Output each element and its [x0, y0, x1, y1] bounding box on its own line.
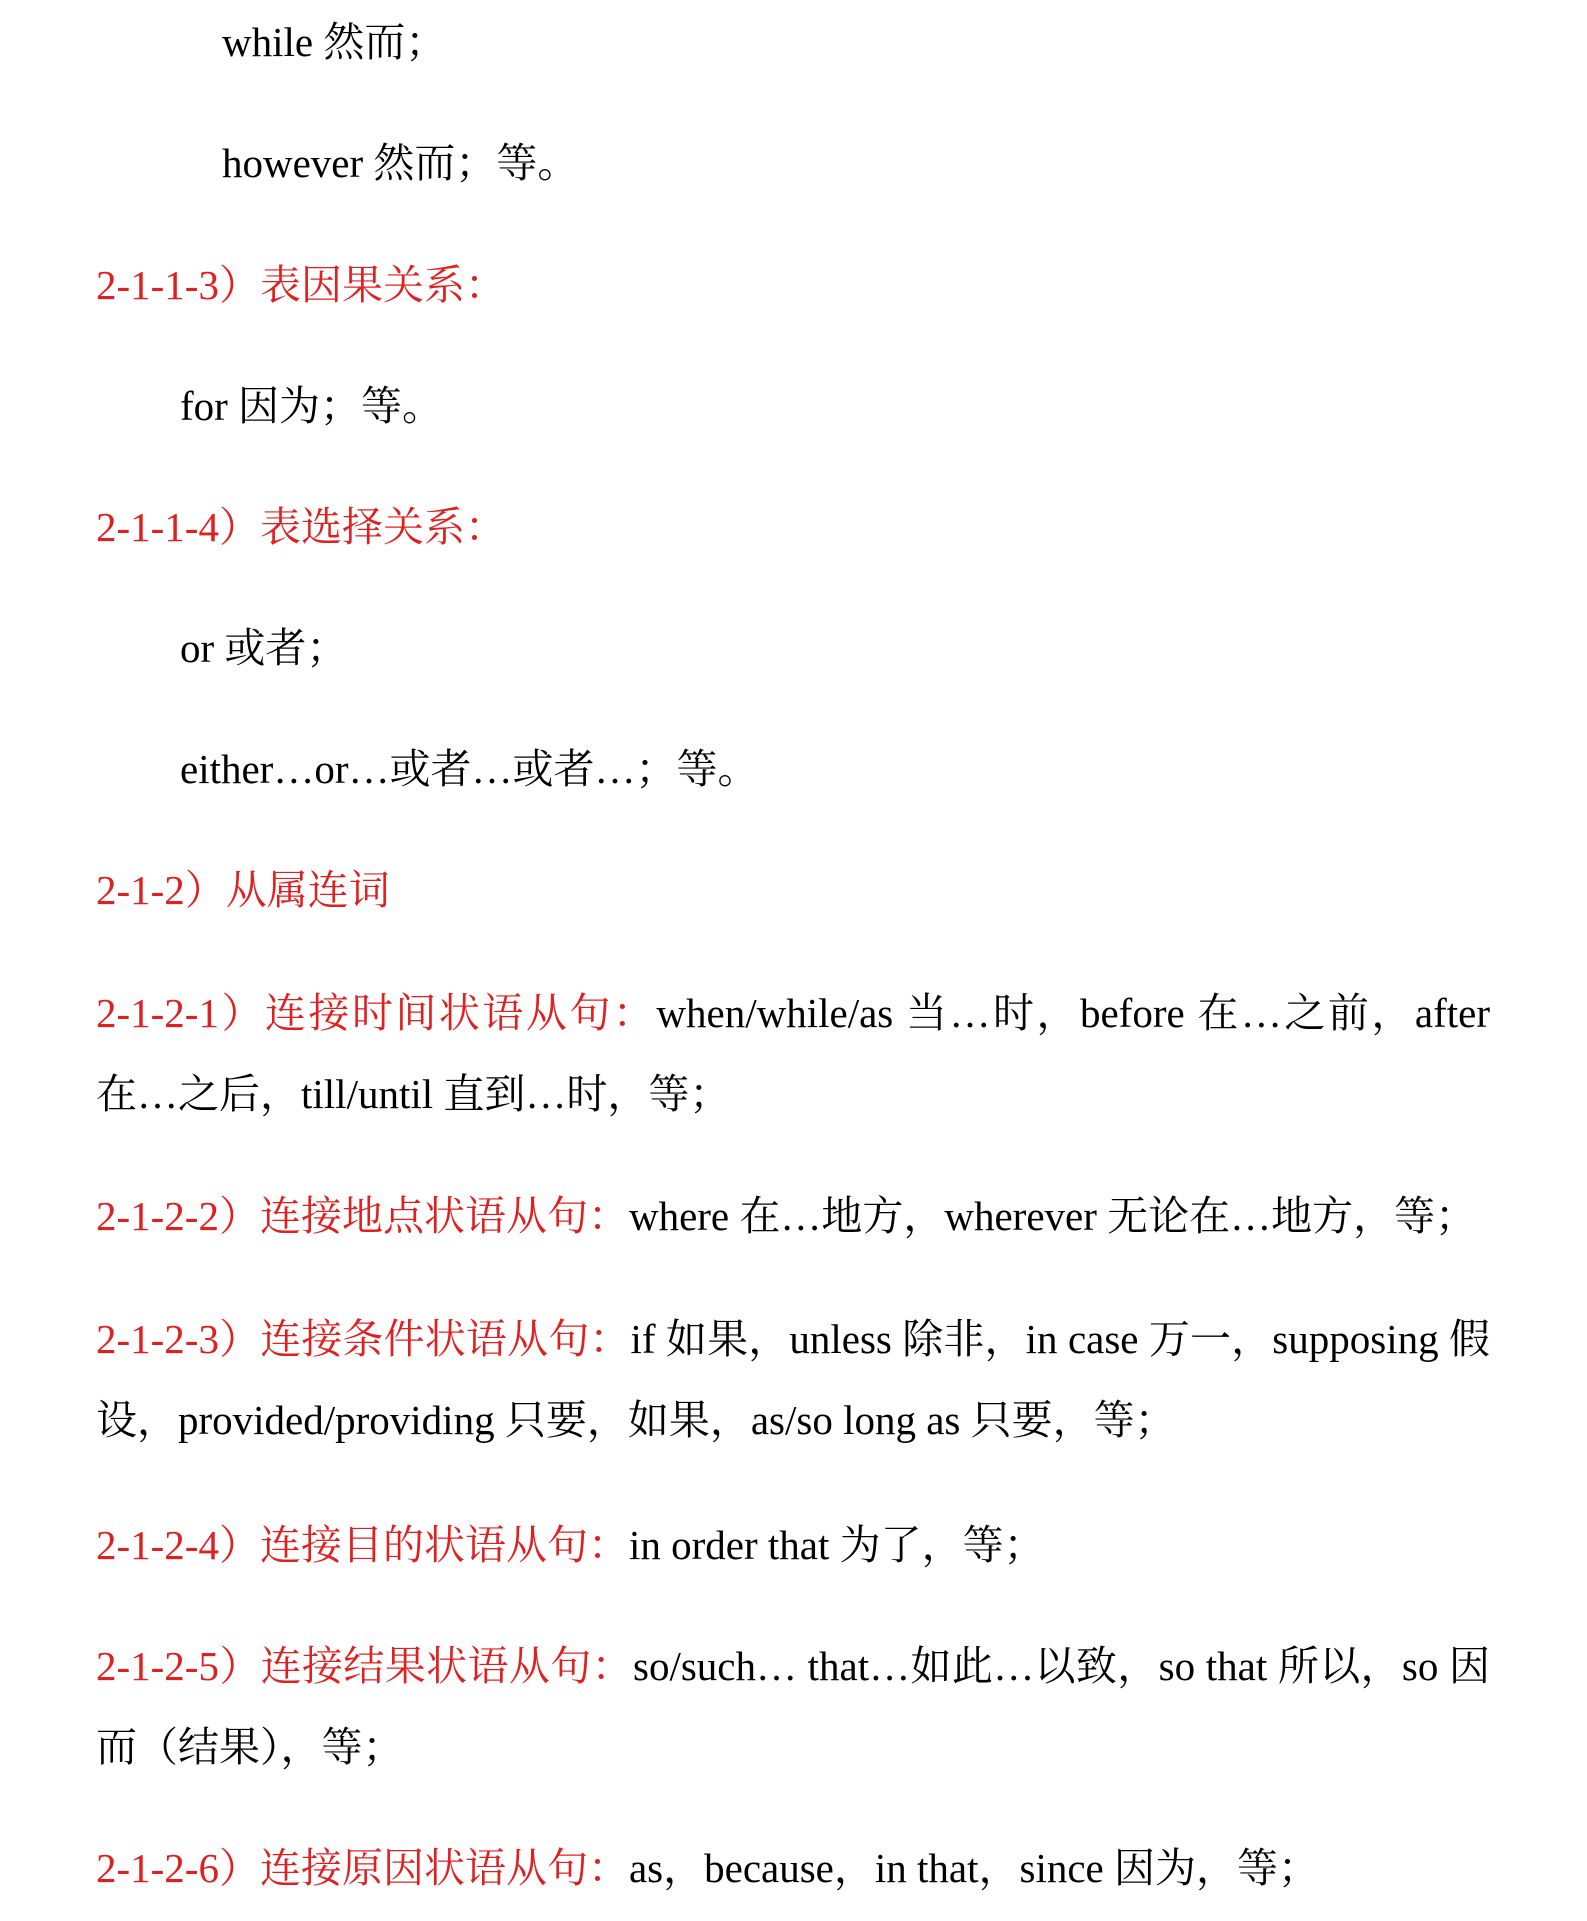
- text-line-for: for 因为；等。: [180, 383, 444, 429]
- item-body: as，because，in that，since 因为，等；: [628, 1845, 1319, 1891]
- paragraph-condition-clause: [96, 1299, 1490, 1461]
- paragraph-purpose-clause: [96, 1505, 1490, 1586]
- heading-subordinating-conjunctions: 2-1-2）从属连词: [96, 867, 390, 913]
- paragraph-result-clause: [96, 1626, 1490, 1788]
- item-heading: 2-1-2-1）连接时间状语从句：: [96, 990, 657, 1036]
- paragraph-place-clause: [96, 1176, 1490, 1257]
- item-heading: 2-1-2-2）连接地点状语从句：: [96, 1193, 629, 1239]
- text-line-either-or: either…or…或者…或者…；等。: [180, 746, 759, 792]
- text-line-while: while 然而；: [222, 19, 447, 65]
- paragraph-time-clause: [96, 973, 1490, 1135]
- text-line-however: however 然而；等。: [222, 140, 579, 186]
- heading-cause-effect: 2-1-1-3）表因果关系：: [96, 262, 506, 308]
- item-heading: 2-1-2-5）连接结果状语从句：: [96, 1643, 633, 1689]
- item-heading: 2-1-2-6）连接原因状语从句：: [96, 1845, 629, 1891]
- item-body: if 如果，unless 除非，in case 万一，supposing 假设，provided/providing 只要，如果，as/so long as 只要，等；: [96, 1316, 1490, 1443]
- item-body: so/such… that…如此…以致，so that 所以，so 因而（结果），等；: [96, 1643, 1490, 1770]
- heading-alternative: 2-1-1-4）表选择关系：: [96, 504, 506, 550]
- item-body: where 在…地方，wherever 无论在…地方，等；: [628, 1193, 1477, 1239]
- item-body: when/while/as 当…时，before 在…之前，after 在…之后，till/until 直到…时，等；: [96, 990, 1490, 1117]
- item-heading: 2-1-2-3）连接条件状语从句：: [96, 1316, 631, 1362]
- item-heading: 2-1-2-4）连接目的状语从句：: [96, 1522, 629, 1568]
- paragraph-reason-clause: [96, 1828, 1490, 1909]
- text-line-or: or 或者；: [180, 625, 348, 671]
- item-body: in order that 为了，等；: [628, 1522, 1045, 1568]
